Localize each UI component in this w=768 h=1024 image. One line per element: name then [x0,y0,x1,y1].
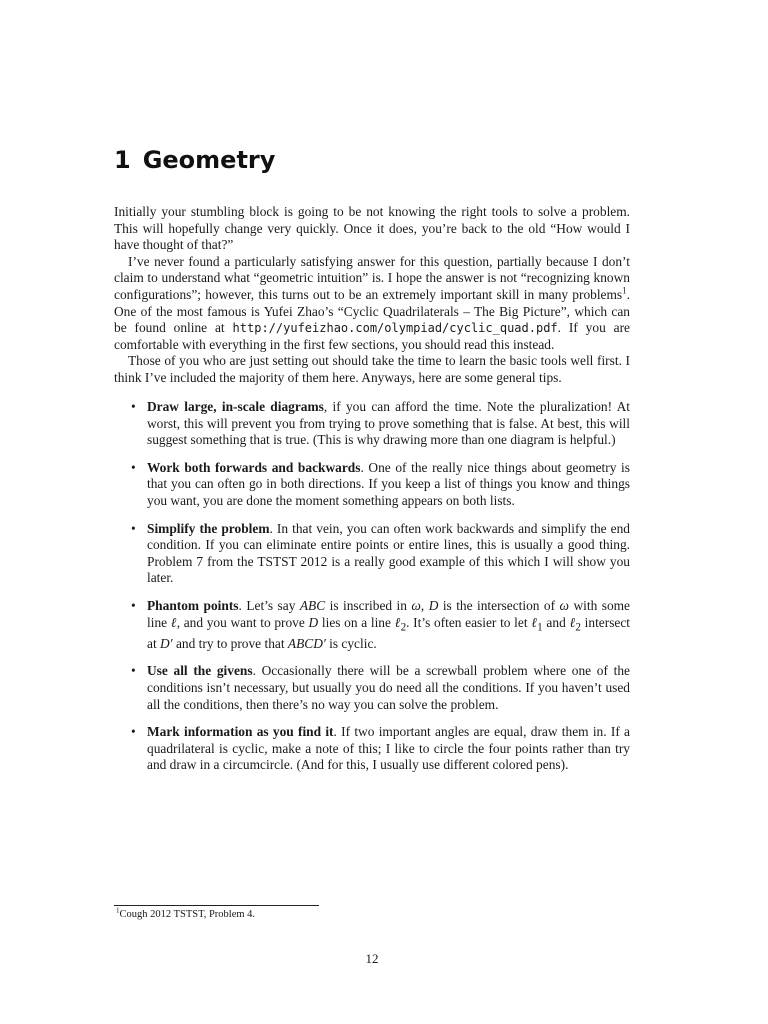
list-item [131,460,630,510]
math-subscript: 2 [400,621,407,634]
math-var: ℓ [569,614,576,630]
bullet: • [131,724,136,740]
list-item [131,399,630,449]
tip-text: . Occasionally there will be a screwball problem where one of the conditions isn’t necessary, but usually you do need all the conditions. If you haven’t used all the conditions, then there’s no way you can solve the problem. [147,663,630,712]
tip-title: Work both forwards and backwards [147,459,361,475]
tip-text: . If two important angles are equal, draw them in. If a quadrilateral is cyclic, make a note of this; I like to circle the four points rather than try and draw in a circumcircle. (And for this, I usually use different colored pens). [147,724,631,773]
math-var: ABCD′ [287,635,326,651]
url-link[interactable]: http://yufeizhao.com/olympiad/cyclic_quad.pdf [232,321,558,336]
tip-text: . In that vein, you can often work backwards and simplify the end condition. If you can eliminate entire points or entire lines, this is usually a good thing. Problem 7 from the TSTST 2012 is a really good example of this which I will show you later. [147,520,630,586]
section-number: 1 [114,146,131,174]
tip-title: Use all the givens [147,663,253,679]
paragraph: I’ve never found a particularly satisfying answer for this question, partially because I don’t claim to understand what “geometric intuition” is. I hope the answer is not “recognizing known configurations”; however, this turns out to be an extremely important skill in many problems$^1$. One of the most famous is Yufei Zhao’s “Cyclic Quadrilaterals – The Big Picture”, which can be found online at http://yufeizhao.com/olympiad/cyclic_quad.pdf. If you are comfortable with everything in the first few sections, you should read this instead. [114,253,630,352]
math-var: ω [411,597,421,613]
math-var: ABC [299,597,326,613]
tip-title: Phantom points [147,597,239,613]
bullet: • [131,597,136,613]
tip-text: , if you can afford the time. Note the pluralization! At worst, this will prevent you from trying to prove something that is false. At best, this will suggest something that is true. (This is why drawing more than one diagram is helpful.) [147,399,630,448]
intro-text [114,204,630,387]
math-var: ℓ [394,614,401,630]
math-var: ω [559,597,570,613]
list-item [131,663,630,713]
bullet: • [131,663,136,679]
paragraph: Those of you who are just setting out should take the time to learn the basic tools well first. I think I’ve included the majority of them here. Anyways, here are some general tips. [114,353,630,385]
footnote-marker: 1 [622,285,627,296]
list-item [131,521,630,587]
tip-title: Simplify the problem [147,520,270,536]
bullet: • [131,399,136,414]
tip-text: . One of the really nice things about geometry is that you can often go in both directions. If you keep a list of things you know and things you want, you are done the moment something appears on both lists. [147,459,630,508]
math-subscript: 1 [537,621,543,634]
bullet: • [131,520,136,536]
math-var: ℓ [531,614,538,630]
tip-title: Draw large, in-scale diagrams [147,399,324,414]
section-title: Geometry [142,146,276,174]
tips-list [131,399,630,785]
math-var: D [428,597,439,613]
footnote-text: Cough 2012 TSTST, Problem 4. [119,909,256,920]
section-heading [114,146,275,174]
math-var: D [308,614,319,630]
math-var: D′ [160,635,173,651]
page-number: 12 [365,951,379,966]
list-item: • Phantom points. Let’s say ABC is inscribed in ω, D is the intersection of ω with some line ℓ, and you want to prove D lies on a line ℓ$_2$. It’s often easier to let ℓ$_1$ and ℓ$_2$ intersect at D′ and try to prove that ABCD′ is cyclic. [131,597,631,651]
bullet: • [131,459,136,475]
footnote [116,908,255,921]
list-item [131,724,630,774]
footnote-marker: 1 [116,906,120,915]
paragraph: Initially your stumbling block is going to be not knowing the right tools to solve a problem. This will hopefully change very quickly. Once it does, you’re back to the old “How would I have thought of that?” [114,204,630,253]
tip-title: Mark information as you find it [147,724,334,740]
math-subscript: 2 [575,621,581,634]
math-var: ℓ [170,614,177,630]
footnote-divider [114,905,319,906]
